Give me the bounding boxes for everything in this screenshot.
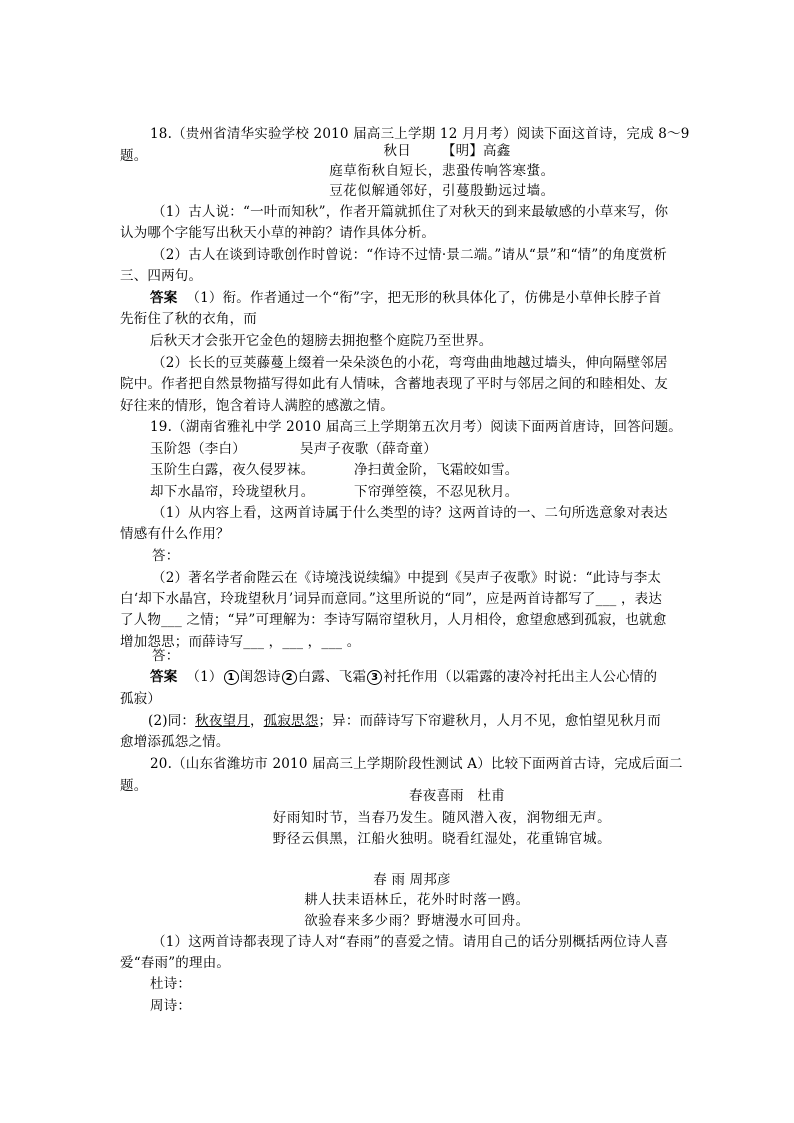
circled-number-1: 1 (224, 670, 239, 685)
q19-poemA-title: 玉阶怨（李白） (150, 441, 246, 457)
q18-poem-title: 秋日 (383, 143, 411, 159)
q19-answer-line-4: 愈增添孤怨之情。 (120, 734, 230, 750)
q20-zhou-answer-label: 周诗： (150, 998, 192, 1014)
circled-number-2: 2 (282, 670, 297, 685)
q20-du-answer-label: 杜诗： (150, 976, 192, 992)
q19-poemA-line-2: 却下水晶帘，玲珑望秋月。 (150, 484, 315, 500)
q19-answer-part-2: (2)同： (148, 713, 196, 729)
q20-poemA-line-2: 野径云俱黑，江船火独明。晓看红湿处，花重锦官城。 (272, 831, 612, 847)
q18-sub1-line-1: （1）古人说：“一叶而知秋”，作者开篇就抓住了对秋天的到来最敏感的小草来写，你 (152, 204, 669, 220)
q19-poemB-title: 吴声子夜歌（薛奇童） (300, 441, 437, 457)
circled-number-3: 3 (367, 670, 382, 685)
q19-answer-prompt-1: 答： (152, 548, 180, 564)
q18-heading: 18.（贵州省清华实验学校 2010 届高三上学期 12 月月考）阅读下面这首诗，完成 8～9 (150, 126, 690, 142)
q19-answer-label: 答案 (150, 669, 178, 685)
underlined-answer-1: 秋夜望月 (195, 713, 250, 729)
q19-answer-item-3: 衬托作用（以霜露的凄冷衬托出主人公心情的 (383, 669, 658, 685)
q18-poem-title-row (50, 140, 794, 162)
q18-poem-author: 【明】高鑫 (441, 143, 511, 159)
q19-poem-row-2 (150, 481, 710, 503)
q19-poemB-line-1: 净扫黄金阶，飞霜皎如雪。 (354, 462, 519, 478)
q20-heading: 20.（山东省潍坊市 2010 届高三上学期阶段性测试 A）比较下面两首古诗，完成后面二 (150, 756, 683, 772)
underlined-answer-2: 孤寂思怨 (263, 713, 319, 729)
q18-heading-cont: 题。 (120, 148, 148, 164)
q19-sub2-line-4: 增加怨思；而薛诗写___ ，___ ，___ 。 (120, 634, 361, 650)
q18-poem-line-2: 豆花似解通邻好，引蔓殷勤远过墙。 (329, 183, 555, 199)
q19-answer-rest: ；异：而薛诗写下帘避秋月，人月不见，愈怕望见秋月而 (318, 713, 661, 729)
q19-heading: 19.（湖南省雅礼中学 2010 届高三上学期第五次月考）阅读下面两首唐诗，回答问题。 (150, 419, 683, 435)
q18-answer-line-2: 先衔住了秋的衣角，而 (120, 311, 257, 327)
q20-sub1-line-1: （1）这两首诗都表现了诗人对“春雨”的喜爱之情。请用自己的话分别概括两位诗人喜 (152, 934, 669, 950)
q19-sub2-line-1: （2）著名学者俞陛云在《诗境浅说续编》中提到《吴声子夜歌》时说：“此诗与李太 (152, 570, 662, 586)
q20-sub1-line-2: 爱“春雨”的理由。 (120, 955, 231, 971)
q18-answer-line-3: 后秋天才会张开它金色的翅膀去拥抱整个庭院乃至世界。 (150, 333, 493, 349)
q20-poemB-title: 春 雨 周邦彦 (373, 872, 451, 888)
q20-poemA-line-1: 好雨知时节，当春乃发生。随风潜入夜，润物细无声。 (272, 810, 612, 826)
q18-answer-line-1 (150, 287, 710, 309)
q19-poem-titles (150, 438, 710, 460)
q20-poemA-title: 春夜喜雨 杜甫 (409, 788, 505, 804)
q19-sub2-line-2: 白‘却下水晶宫，玲珑望秋月’词异而意同。”这里所说的“同”，应是两首诗都写了___ ，表达 (120, 591, 663, 607)
q18-poem-line-1: 庭草衔秋自短长，悲蛩传响答寒螀。 (329, 163, 555, 179)
q18-answer-label: 答案 (150, 290, 178, 306)
q19-answer-line-1 (150, 666, 710, 688)
q19-answer-line-3 (148, 710, 708, 732)
q18-sub2-line-1: （2）古人在谈到诗歌创作时曾说：“作诗不过情·景二端。”请从“景”和“情”的角度赏析 (152, 247, 667, 263)
q19-answer-prompt-2: 答： (152, 648, 180, 664)
q20-poemB-line-1: 耕人扶耒语林丘，花外时时落一鸥。 (304, 892, 530, 908)
q18-answer-line-6: 好往来的情形，饱含着诗人满腔的感激之情。 (120, 398, 394, 414)
q19-poem-row-1 (150, 459, 710, 481)
q19-sub2-line-3: 了人物___ 之情；“异”可理解为：李诗写隔帘望秋月，人月相伶，愈望愈感到孤寂，也就愈 (120, 612, 667, 628)
q19-answer-part-1: （1） (186, 669, 223, 685)
q19-poemB-line-2: 下帘弹箜篌，不忍见秋月。 (354, 484, 519, 500)
q18-answer-line-5: 院中。作者把自然景物描写得如此有人情味，含蓄地表现了平时与邻居之间的和睦相处、友 (120, 376, 668, 392)
q19-answer-item-2: 白露、飞霜 (297, 669, 367, 685)
q18-answer-line-4: （2）长长的豆荚藤蔓上缀着一朵朵淡色的小花，弯弯曲曲地越过墙头，伸向隔壁邻居 (152, 355, 668, 371)
comma: ， (249, 713, 264, 729)
q19-sub1-line-1: （1）从内容上看，这两首诗属于什么类型的诗？这两首诗的一、二句所选意象对表达 (152, 505, 668, 521)
q19-sub1-line-2: 情感有什么作用？ (120, 526, 230, 542)
q20-poemB-line-2: 欲验春来多少雨？野塘漫水可回舟。 (304, 913, 530, 929)
q18-sub1-line-2: 认为哪个字能写出秋天小草的神韵？请作具体分析。 (120, 225, 436, 241)
q19-poemA-line-1: 玉阶生白露，夜久侵罗袜。 (150, 462, 315, 478)
q19-answer-line-2: 孤寂） (120, 691, 162, 707)
q20-heading-cont: 题。 (120, 778, 148, 794)
q18-sub2-line-2: 三、四两句。 (120, 268, 203, 284)
q18-answer-text-1: （1）衔。作者通过一个“衔”字，把无形的秋具体化了，仿佛是小草伸长脖子首 (186, 290, 662, 306)
q19-answer-item-1: 闺怨诗 (239, 669, 281, 685)
